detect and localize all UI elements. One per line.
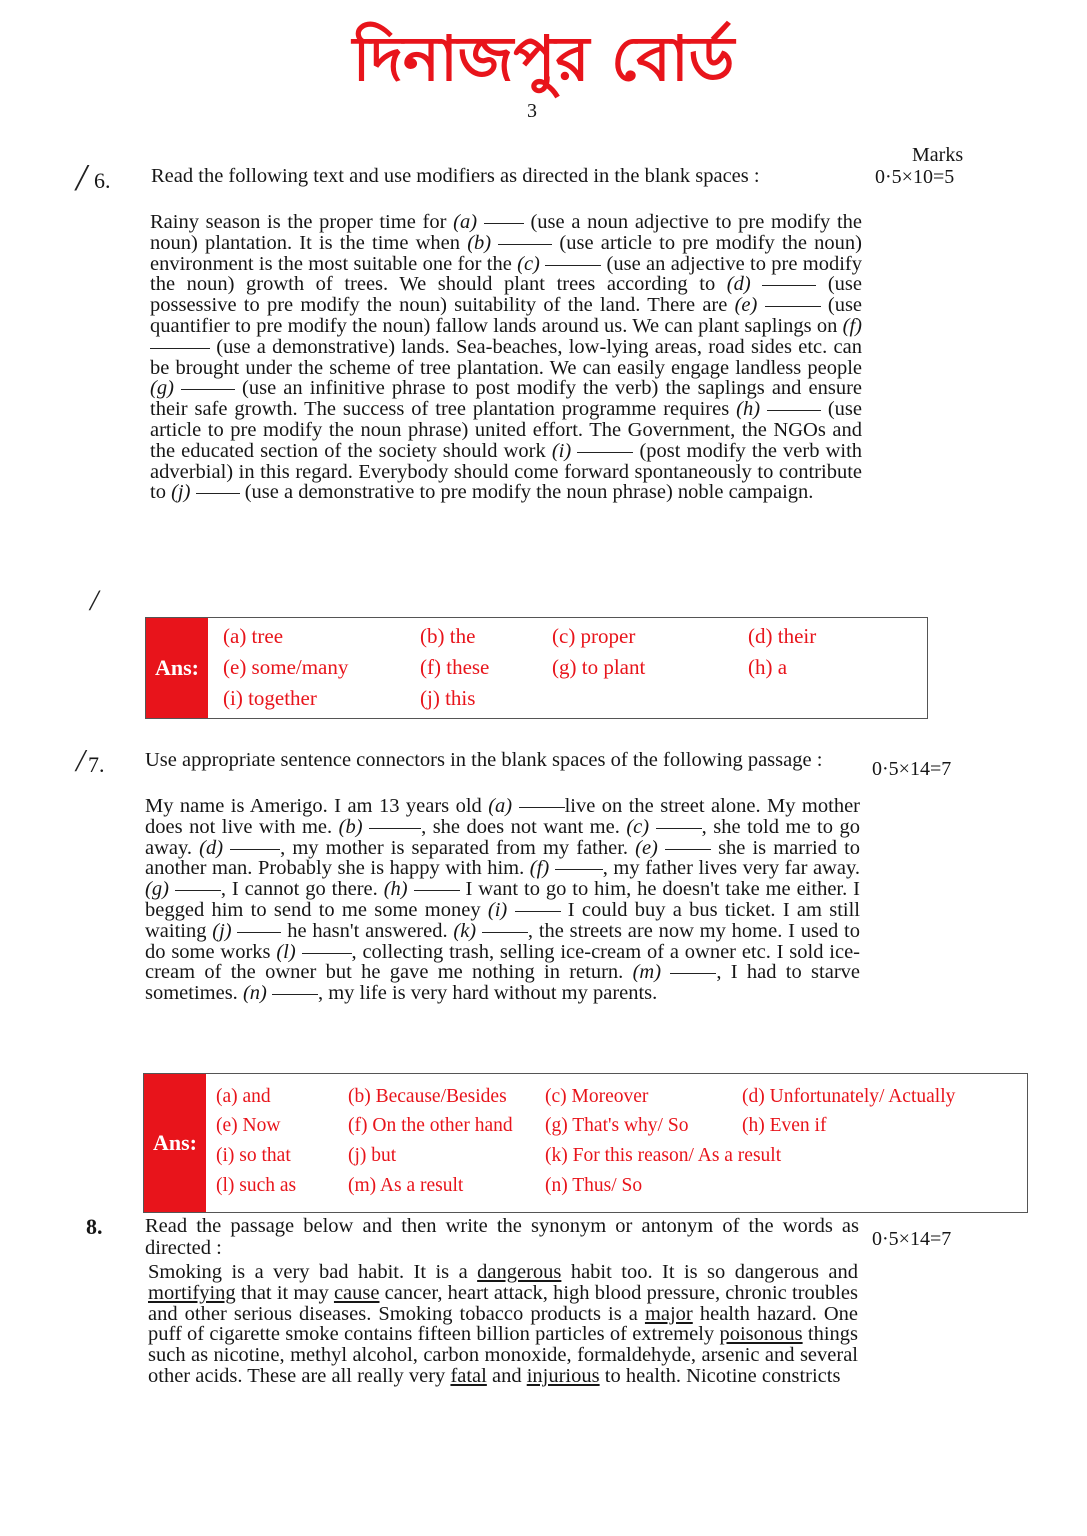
q7-passage: My name is Amerigo. I am 13 years old (a) live on the street alone. My mother does not live with me. (b) , she does not want me. (c) , she told me to go away. (d) , my mother is separated from my father. (e) she is married to another man. Probably she is happy with him. (f) , my father lives very far away. (g) , I cannot go there. (h) I want to go to him, he doesn't take me either. I begged him to send to me some money (i) I could buy a bus ticket. I am still waiting (j) he hasn't answered. (k) , the streets are now my home. I used to do some works (l) , collecting trash, selling ice-cream of a owner etc. I sold ice-cream of the owner but he gave me nothing in return. (m) , I had to starve sometimes. (n) , my life is very hard without my parents. — [145, 795, 861, 1005]
answer-item: (c) proper — [552, 624, 636, 648]
q6-ans-label: Ans: — [146, 618, 208, 718]
tick-mark: / — [90, 584, 99, 617]
answer-item: (m) As a result — [348, 1175, 464, 1196]
answer-item: (h) a — [748, 655, 788, 679]
answer-item: (b) the — [420, 624, 476, 648]
answer-item: (c) Moreover — [545, 1086, 649, 1107]
answer-item: (a) and — [216, 1086, 271, 1107]
answer-item: (d) their — [748, 624, 817, 648]
q8-marks: 0·5×14=7 — [872, 1228, 952, 1250]
q6-marks: 0·5×10=5 — [875, 166, 955, 188]
answer-item: (f) On the other hand — [348, 1115, 513, 1136]
tick-mark: / — [76, 742, 85, 778]
answer-item: (j) this — [420, 686, 476, 710]
answer-item: (g) to plant — [552, 655, 646, 679]
q7-ans-label: Ans: — [144, 1074, 206, 1212]
q7-marks: 0·5×14=7 — [872, 758, 952, 780]
q7-number: 7. — [88, 752, 105, 777]
answer-item: (l) such as — [216, 1175, 297, 1196]
answer-item: (e) Now — [216, 1115, 281, 1136]
answer-item: (h) Even if — [742, 1115, 827, 1136]
page-number: 3 — [527, 100, 537, 122]
answer-item: (n) Thus/ So — [545, 1175, 643, 1196]
q8-passage: Smoking is a very bad habit. It is a dangerous habit too. It is so dangerous and mortifying that it may cause cancer, heart attack, high blood pressure, chronic troubles and other serious diseases. Smoking tobacco products is a major health hazard. One puff of cigarette smoke contains fifteen billion particles of extremely poisonous things such as nicotine, methyl alcohol, carbon monoxide, formaldehyde, arsenic and several other acids. These are all really very fatal and injurious to health. Nicotine constricts — [148, 1261, 858, 1387]
q7-instruction: Use appropriate sentence connectors in the blank spaces of the following passage : — [145, 749, 823, 771]
q7-answer-box — [143, 1073, 1028, 1213]
answer-item: (e) some/many — [223, 655, 349, 679]
tick-mark: / — [76, 157, 87, 199]
answer-item: (a) tree — [223, 624, 284, 648]
marks-heading: Marks — [912, 144, 964, 166]
q6-number: 6. — [94, 168, 111, 193]
q6-instruction: Read the following text and use modifiers as directed in the blank spaces : — [151, 165, 760, 187]
answer-item: (i) together — [223, 686, 317, 710]
q6-passage: Rainy season is the proper time for (a) (use a noun adjective to pre modify the noun) plantation. It is the time when (b) (use article to pre modify the noun) environment is the most suitable one for the (c) (use an adjective to pre modify the noun) growth of trees. We should plant trees according to (d) (use possessive to pre modify the noun) suitability of the land. There are (e) (use quantifier to pre modify the noun) fallow lands around us. We can plant saplings on (f) (use a demonstrative) lands. Sea-beaches, low-lying areas, road sides etc. can be brought under the scheme of tree plantation. We can easily engage landless people (g) (use an infinitive phrase to post modify the verb) the saplings and ensure their safe growth. The success of tree plantation programme requires (h) (use article to pre modify the noun phrase) united effort. The Government, the NGOs and the educated section of the society should work (i) (post modify the verb with adverbial) in this regard. Everybody should come forward spontaneously to contribute to (j) (use a demonstrative to pre modify the noun phrase) noble campaign. — [150, 211, 863, 504]
q6-answer-box — [145, 617, 928, 719]
answer-item: (k) For this reason/ As a result — [545, 1145, 782, 1166]
board-title: দিনাজপুর বোর্ড — [352, 22, 735, 95]
answer-item: (f) these — [420, 655, 490, 679]
answer-item: (j) but — [348, 1145, 397, 1166]
q8-number: 8. — [86, 1214, 103, 1239]
q8-instruction: Read the passage below and then write the synonym or antonym of the words as directed : — [145, 1215, 859, 1259]
answer-item: (i) so that — [216, 1145, 291, 1166]
answer-item: (g) That's why/ So — [545, 1115, 689, 1136]
answer-item: (d) Unfortunately/ Actually — [742, 1086, 956, 1107]
answer-item: (b) Because/Besides — [348, 1086, 507, 1107]
